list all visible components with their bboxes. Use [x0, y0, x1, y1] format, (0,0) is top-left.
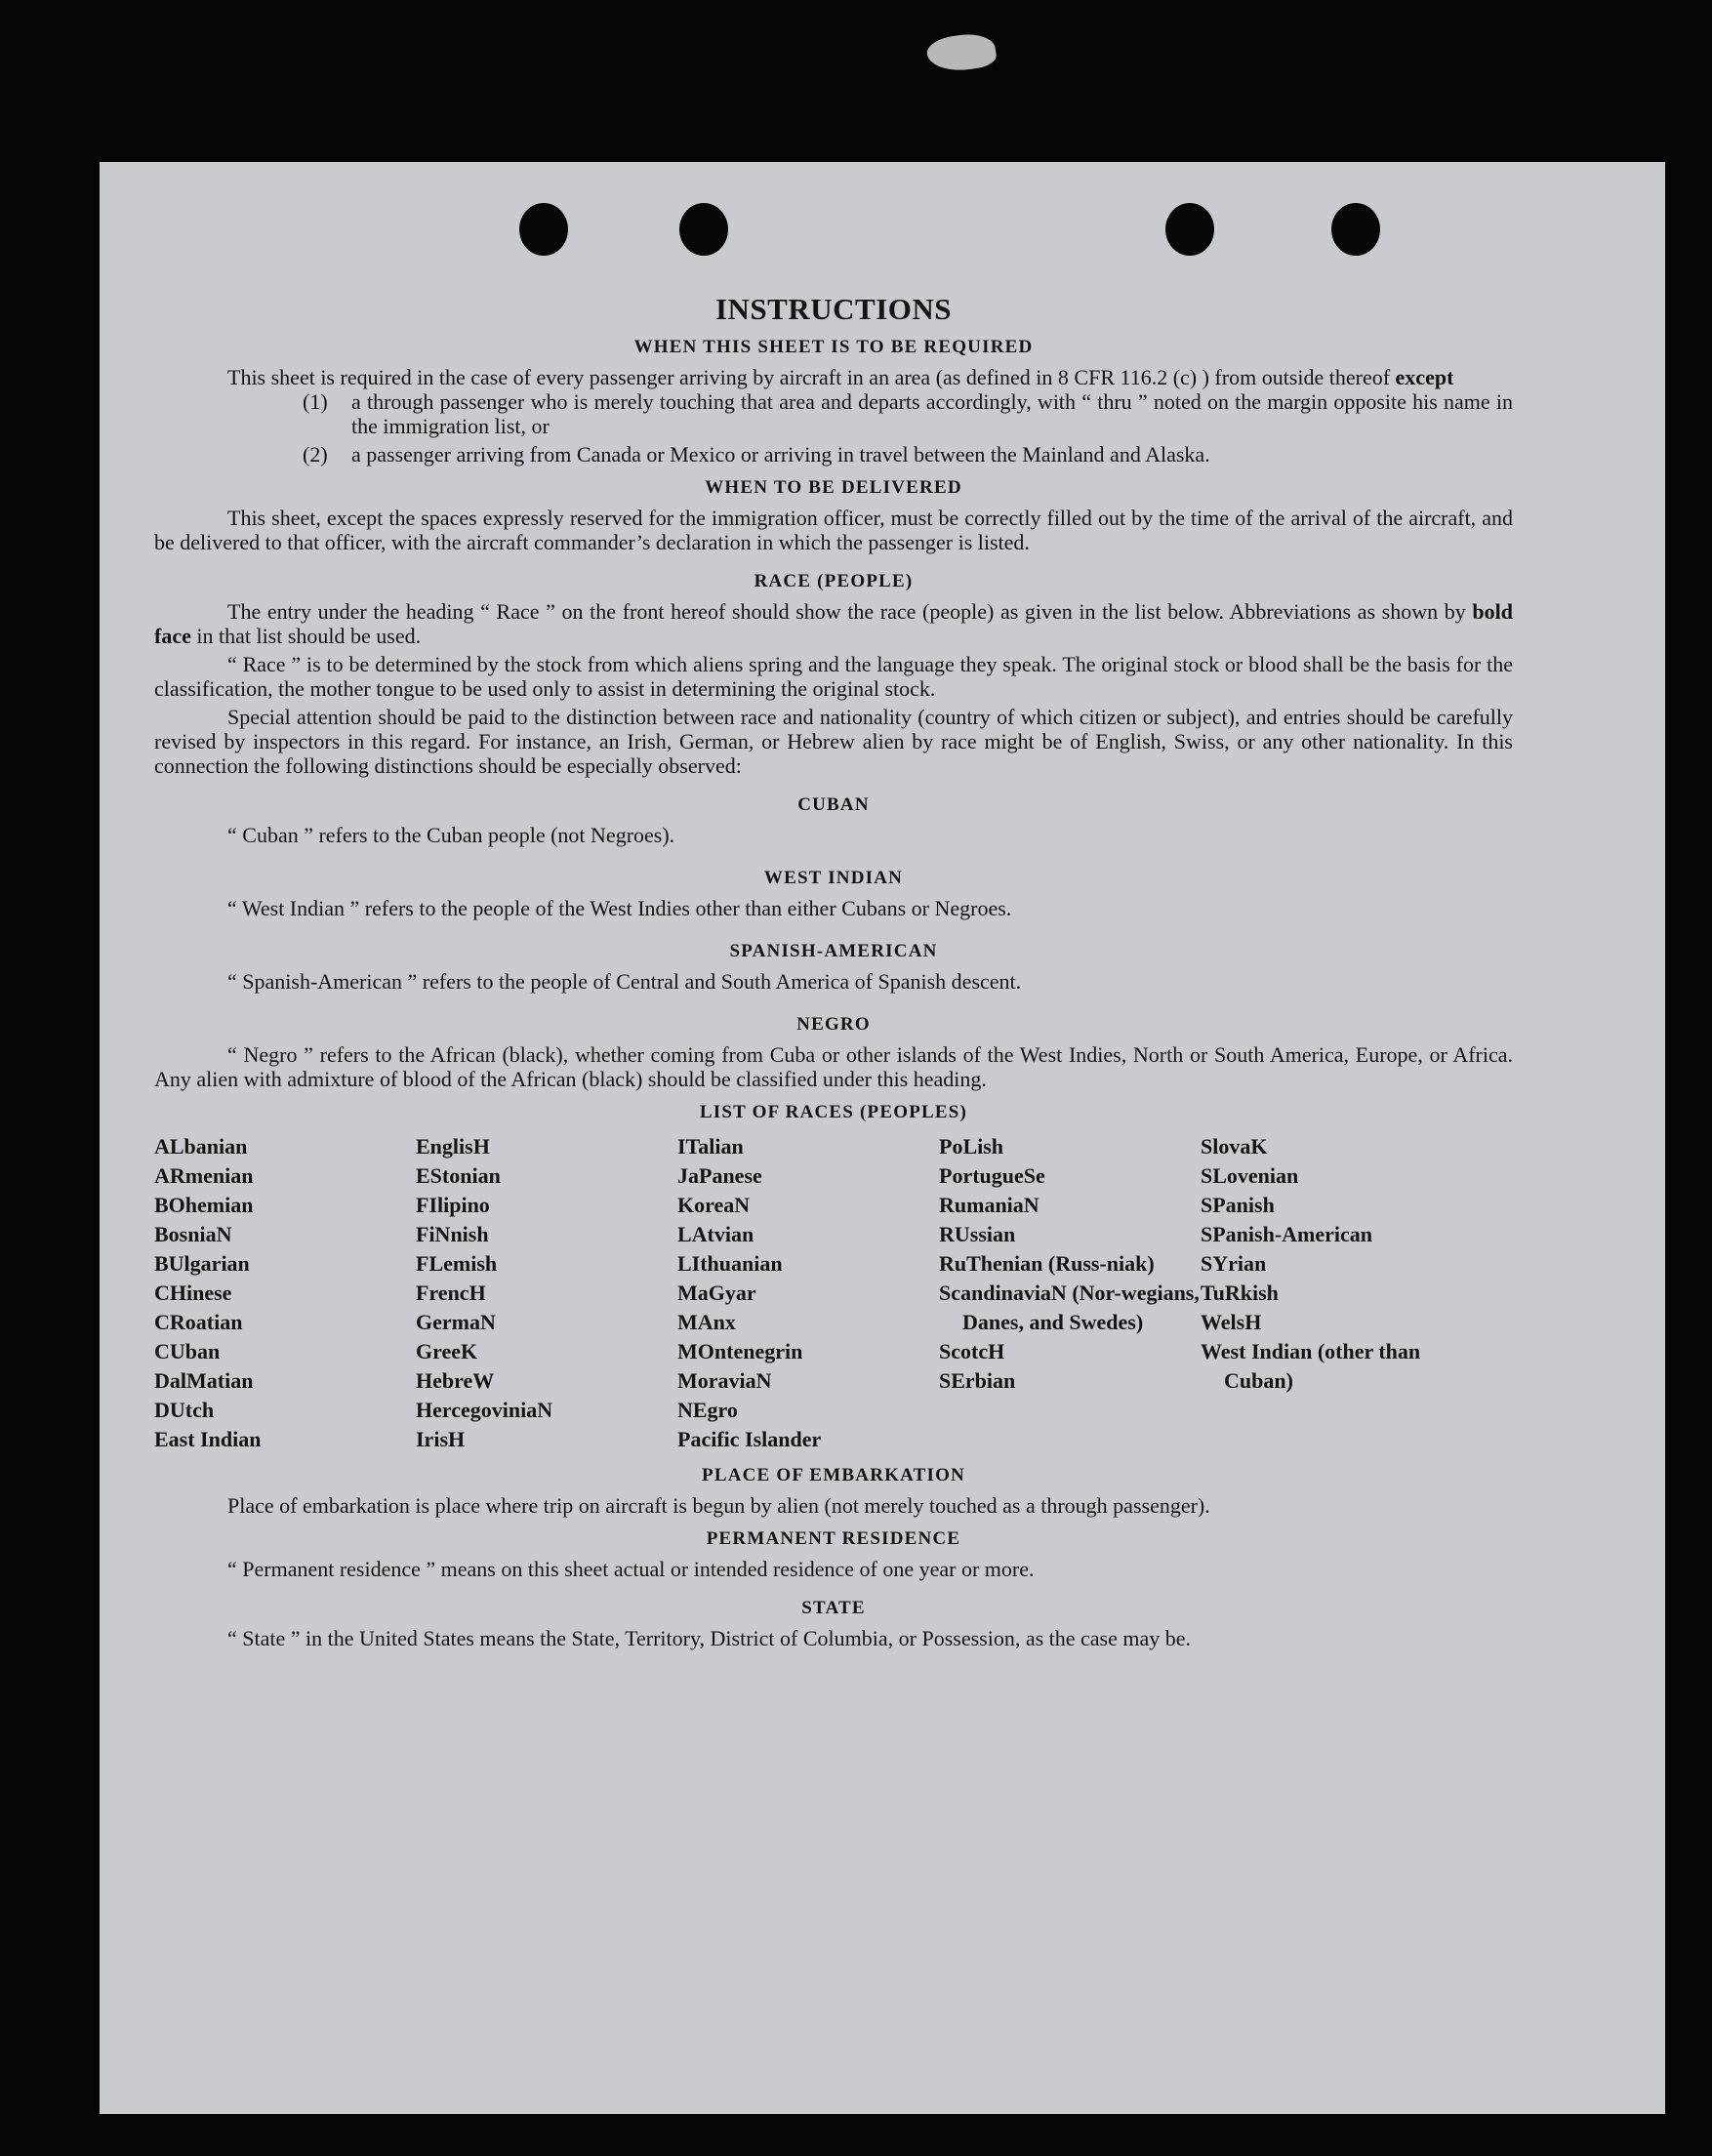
- item-text: a passenger arriving from Canada or Mexico or arriving in travel between the Mainland and Alaska.: [351, 442, 1210, 467]
- race-entry: HebreW: [416, 1368, 495, 1393]
- race-entry: SlovaK: [1201, 1134, 1268, 1159]
- punch-hole: [1165, 203, 1214, 256]
- page-title: INSTRUCTIONS: [714, 292, 952, 326]
- race-entry: FIlipino: [416, 1193, 490, 1217]
- heading-list-of-races: LIST OF RACES (PEOPLES): [699, 1102, 968, 1122]
- paragraph-delivered: This sheet, except the spaces expressly reserved for the immigration officer, must be correctly filled out by the time of the arrival of the aircraft, and be delivered to that officer, with the aircraft commander’s declaration in which the passenger is listed.: [154, 506, 1513, 554]
- race-entry: EStonian: [416, 1163, 501, 1188]
- punch-hole: [519, 203, 568, 256]
- race-entry: PortugueSe: [939, 1163, 1045, 1188]
- races-column: [154, 1132, 416, 1454]
- paragraph-race-1: [154, 599, 1513, 648]
- race-entry: PoLish: [939, 1134, 1004, 1159]
- race-entry: RUssian: [939, 1222, 1016, 1246]
- heading-state: STATE: [801, 1598, 866, 1618]
- race-entry: CUban: [154, 1339, 221, 1363]
- race-entry: SLovenian: [1201, 1163, 1299, 1188]
- required-except: except: [1395, 365, 1454, 389]
- item-number: (1): [303, 389, 328, 414]
- race-entry: MOntenegrin: [677, 1339, 803, 1363]
- race-entry: ARmenian: [154, 1163, 254, 1188]
- race-entry: MaGyar: [677, 1281, 756, 1305]
- race-entry: GermaN: [416, 1310, 496, 1334]
- races-column: [416, 1132, 677, 1454]
- item-number: (2): [303, 442, 328, 467]
- heading-residence: PERMANENT RESIDENCE: [706, 1528, 961, 1549]
- race-entry: GreeK: [416, 1339, 478, 1363]
- paper-scrap: [925, 30, 998, 74]
- race-entry: FrencH: [416, 1281, 486, 1305]
- item-text: a through passenger who is merely touching that area and departs accordingly, with “ thru ” noted on the margin opposite his name in the immigration list, or: [351, 389, 1513, 438]
- races-column: [939, 1132, 1201, 1454]
- race-p1-bold: bold face: [154, 599, 1513, 648]
- paragraph-spanish-american: “ Spanish-American ” refers to the people of Central and South America of Spanish descent.: [227, 969, 1022, 994]
- race-p1-before: The entry under the heading “ Race ” on the front hereof should show the race (people) as given in the list below. Abbreviations as shown by: [227, 599, 1466, 624]
- race-entry: ALbanian: [154, 1134, 248, 1159]
- paragraph-embarkation: Place of embarkation is place where trip on aircraft is begun by alien (not merely touched as a through passenger).: [227, 1493, 1210, 1518]
- list-item: [303, 389, 1513, 438]
- instructions-content: [154, 293, 1513, 1650]
- race-entry: LIthuanian: [677, 1251, 783, 1276]
- race-entry: DalMatian: [154, 1368, 254, 1393]
- race-entry: KoreaN: [677, 1193, 751, 1217]
- paragraph-negro: “ Negro ” refers to the African (black), whether coming from Cuba or other islands of the West Indies, North or South America, Europe, or Africa. Any alien with admixture of blood of the African (black) should be classified under this heading.: [154, 1042, 1513, 1091]
- race-entry: NEgro: [677, 1398, 738, 1422]
- paragraph-required: [154, 365, 1513, 389]
- race-entry: Pacific Islander: [677, 1427, 822, 1451]
- list-item: [303, 442, 1513, 467]
- race-entry: CHinese: [154, 1281, 232, 1305]
- race-entry: MoraviaN: [677, 1368, 772, 1393]
- heading-embarkation: PLACE OF EMBARKATION: [702, 1465, 965, 1485]
- races-column: [677, 1132, 939, 1454]
- race-entry: East Indian: [154, 1427, 262, 1451]
- race-entry: IrisH: [416, 1427, 466, 1451]
- heading-delivered: WHEN TO BE DELIVERED: [705, 477, 962, 498]
- paragraph-cuban: “ Cuban ” refers to the Cuban people (not Negroes).: [227, 823, 675, 847]
- race-entry: ScandinaviaN (Nor-wegians, Danes, and Swedes): [939, 1281, 1200, 1334]
- punch-hole: [679, 203, 728, 256]
- race-entry: LAtvian: [677, 1222, 754, 1246]
- race-entry: SPanish-American: [1201, 1222, 1372, 1246]
- paragraph-race-2: “ Race ” is to be determined by the stock from which aliens spring and the language they speak. The original stock or blood shall be the basis for the classification, the mother tongue to be used only to assist in determining the original stock.: [154, 652, 1513, 701]
- race-entry: BOhemian: [154, 1193, 254, 1217]
- heading-west-indian: WEST INDIAN: [763, 868, 904, 888]
- race-entry: TuRkish: [1201, 1281, 1279, 1305]
- race-entry: RumaniaN: [939, 1193, 1039, 1217]
- paragraph-state: “ State ” in the United States means the State, Territory, District of Columbia, or Possession, as the case may be.: [227, 1626, 1192, 1650]
- heading-required: WHEN THIS SHEET IS TO BE REQUIRED: [633, 337, 1034, 357]
- race-entry: WelsH: [1201, 1310, 1262, 1334]
- race-entry: RuThenian (Russ-niak): [939, 1251, 1155, 1276]
- paragraph-residence: “ Permanent residence ” means on this sheet actual or intended residence of one year or more.: [227, 1557, 1035, 1581]
- race-entry: EnglisH: [416, 1134, 490, 1159]
- punch-hole: [1331, 203, 1380, 256]
- race-entry: DUtch: [154, 1398, 215, 1422]
- heading-cuban: CUBAN: [797, 794, 870, 815]
- race-entry: CRoatian: [154, 1310, 243, 1334]
- race-entry: BUlgarian: [154, 1251, 250, 1276]
- race-entry: SPanish: [1201, 1193, 1275, 1217]
- race-entry: FLemish: [416, 1251, 498, 1276]
- list-of-races: [154, 1132, 1513, 1454]
- race-entry: HercegoviniaN: [416, 1398, 553, 1422]
- race-entry: ITalian: [677, 1134, 744, 1159]
- race-entry: ScotcH: [939, 1339, 1005, 1363]
- paragraph-west-indian: “ West Indian ” refers to the people of the West Indies other than either Cubans or Negroes.: [227, 896, 1012, 920]
- races-column: [1201, 1132, 1493, 1454]
- race-p1-after: in that list should be used.: [196, 624, 422, 648]
- paragraph-race-3: Special attention should be paid to the distinction between race and nationality (country of which citizen or subject), and entries should be carefully revised by inspectors in this regard. For instance, an Irish, German, or Hebrew alien by race might be of English, Swiss, or any other nationality. In this connection the following distinctions should be especially observed:: [154, 705, 1513, 778]
- heading-negro: NEGRO: [796, 1014, 871, 1035]
- race-entry: BosniaN: [154, 1222, 232, 1246]
- race-entry: JaPanese: [677, 1163, 762, 1188]
- heading-race: RACE (PEOPLE): [754, 571, 914, 591]
- heading-spanish-american: SPANISH-AMERICAN: [729, 941, 938, 961]
- race-entry: MAnx: [677, 1310, 736, 1334]
- race-entry: SYrian: [1201, 1251, 1267, 1276]
- required-intro: This sheet is required in the case of every passenger arriving by aircraft in an area (as defined in 8 CFR 116.2 (c) ) from outside thereof: [227, 365, 1391, 389]
- race-entry: West Indian (other than Cuban): [1201, 1339, 1421, 1393]
- race-entry: FiNnish: [416, 1222, 489, 1246]
- race-entry: SErbian: [939, 1368, 1016, 1393]
